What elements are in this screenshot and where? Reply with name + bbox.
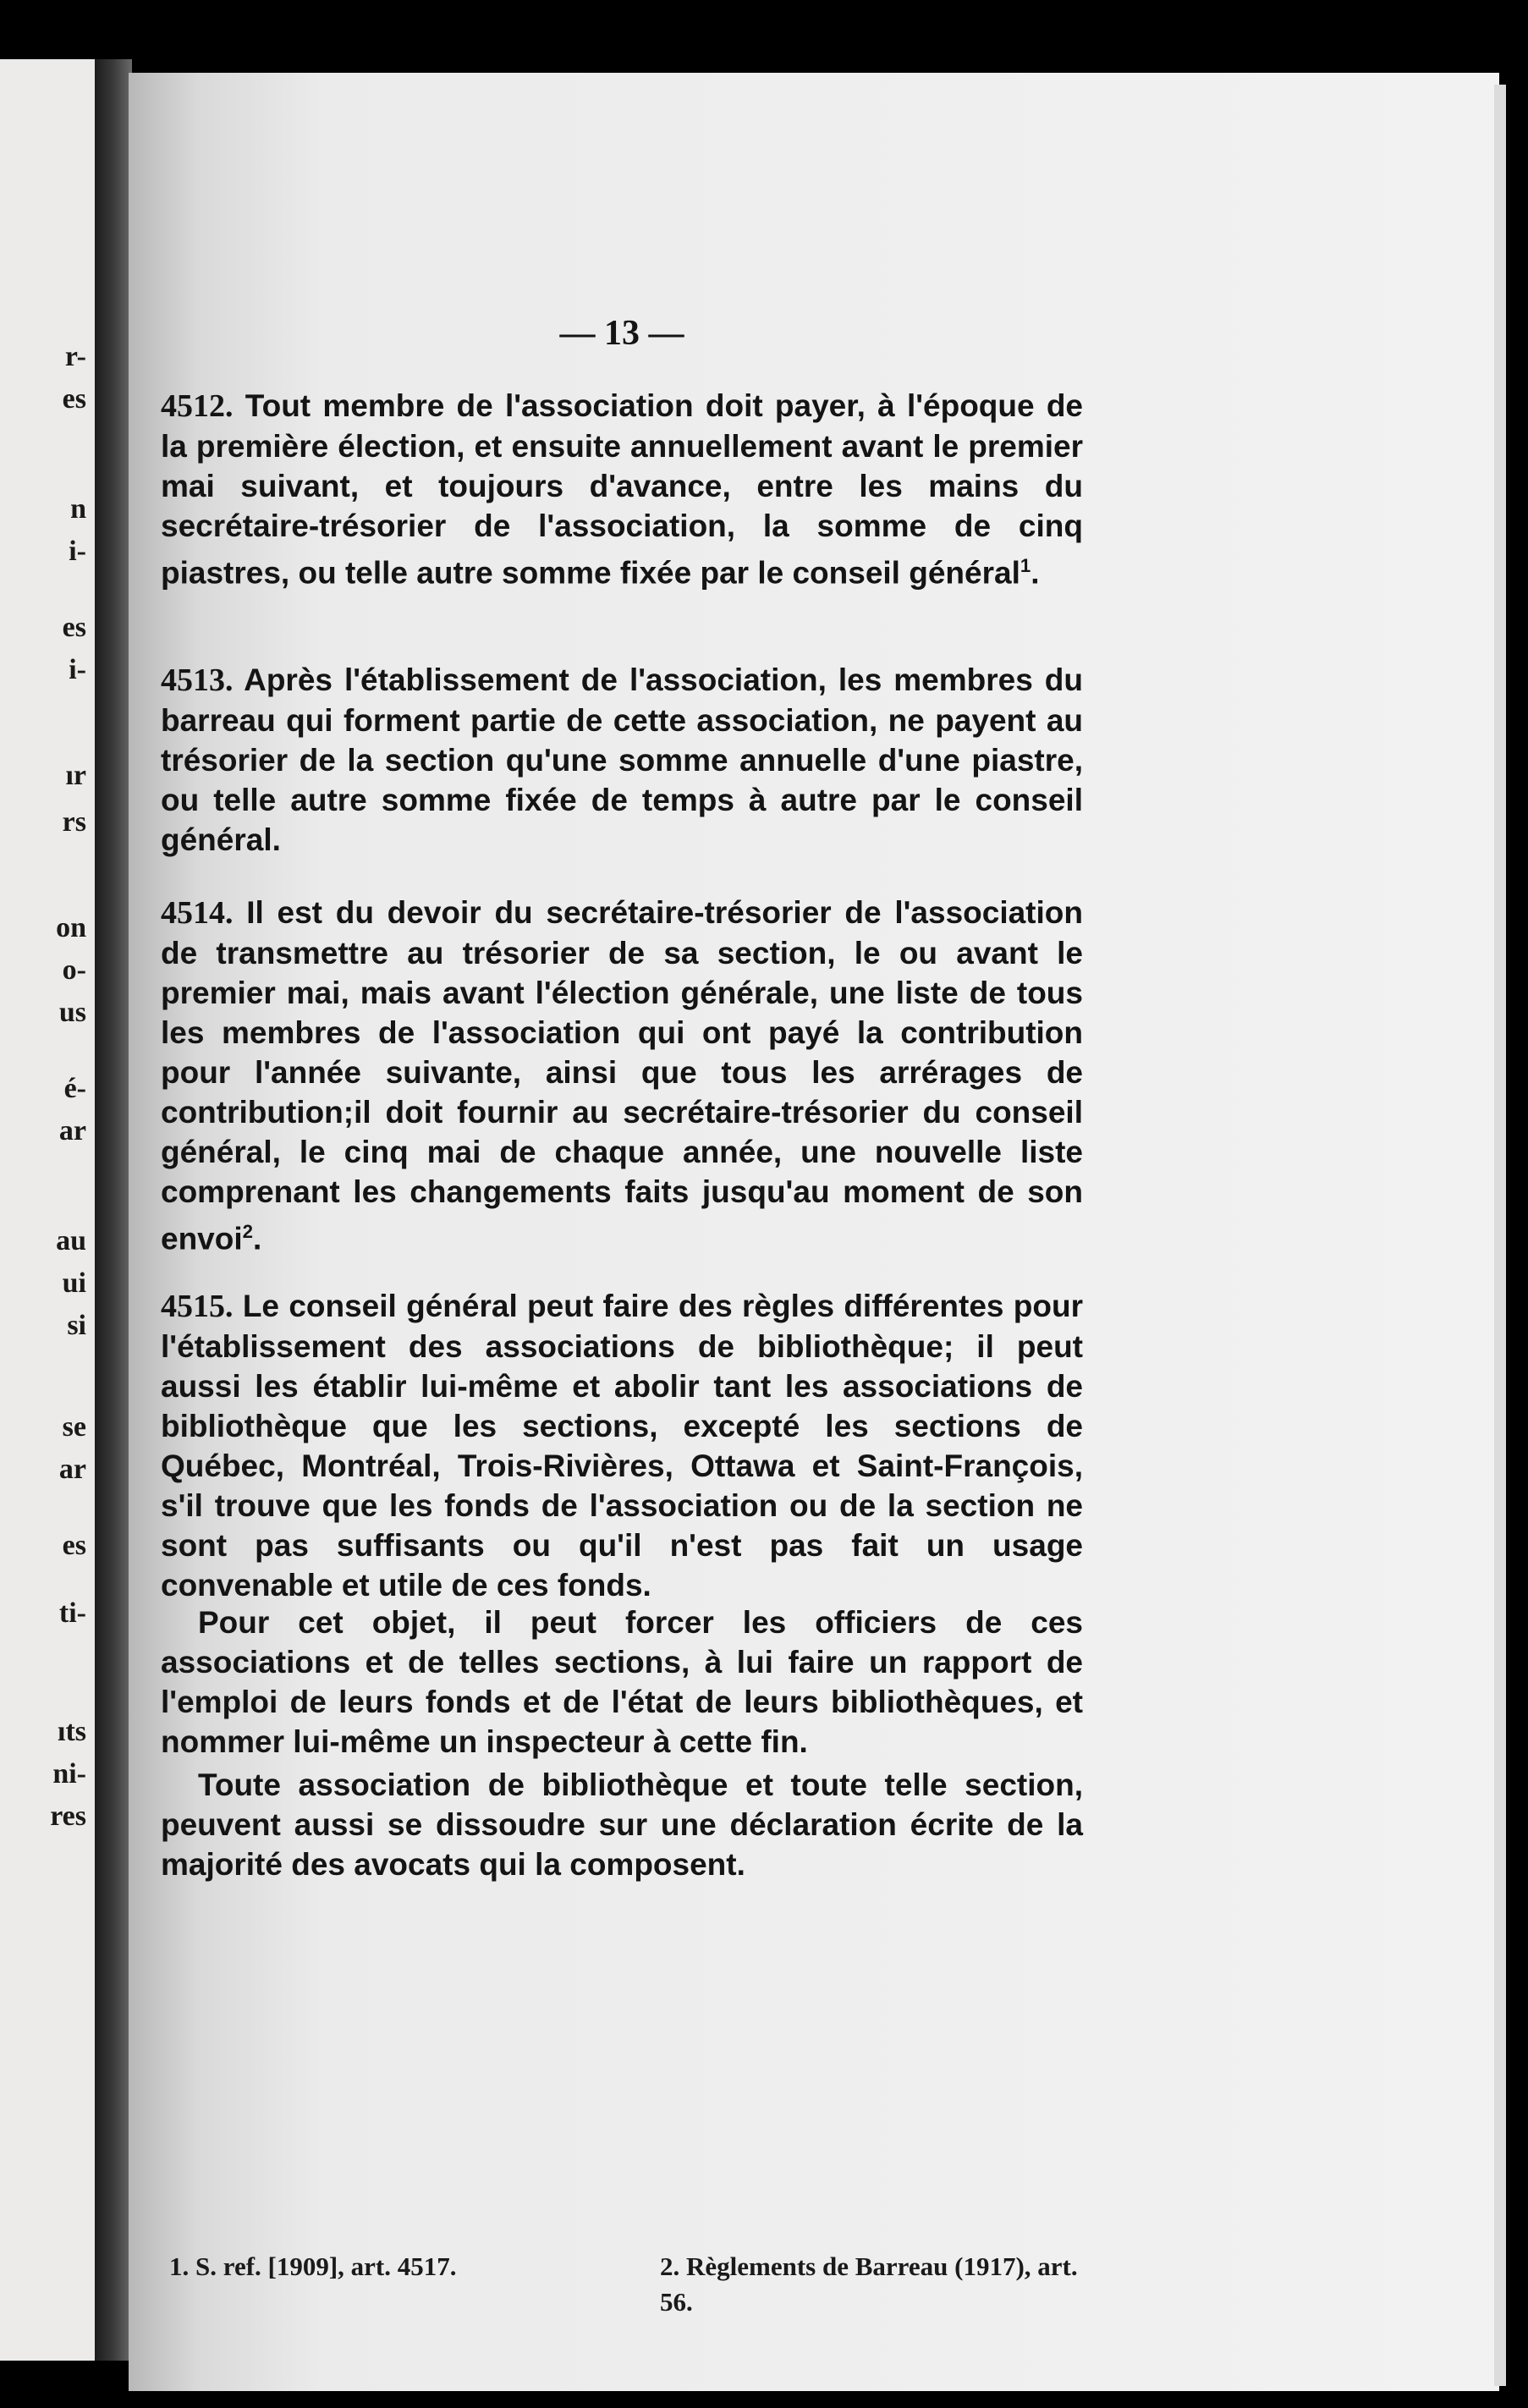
article-4514: 4514. Il est du devoir du secrétaire-trésorier de l'association de transmettre au trésorier de sa section, le ou avant le premier mai, mais avant l'élection générale, une liste de tous les membres de l'association qui ont payé la contribution pour l'année suivante, ainsi que tous les arrérages de contribution;il doit fournir au secrétaire-trésorier du conseil général, le cinq mai de chaque année, une nouvelle liste comprenant les changements faits jusqu'au moment de son envoi$^2$. bbox=[161, 895, 1083, 1256]
facing-page-word-fragment: on bbox=[56, 912, 86, 943]
article-text: Après l'établissement de l'association, les membres du barreau qui forment partie de cette association, ne payent au trésorier de la section qu'une somme annuelle d'une piastre, ou telle autre somme fixée de temps à autre par le conseil général. bbox=[161, 662, 1083, 857]
facing-page-word-fragment: ni- bbox=[52, 1758, 86, 1790]
article-4513 bbox=[161, 660, 1083, 860]
facing-page-word-fragment: se bbox=[62, 1411, 86, 1443]
facing-page-word-fragment: i- bbox=[69, 536, 86, 567]
article-number: 4512. bbox=[161, 388, 234, 424]
article-number: 4514. bbox=[161, 895, 234, 931]
facing-page-word-fragment: us bbox=[58, 997, 86, 1028]
article-4512: 4512. Tout membre de l'association doit payer, à l'époque de la première élection, et ensuite annuellement avant le premier mai suivant, et toujours d'avance, entre les mains du secrétaire-trésorier de l'association, la somme de cinq piastres, ou telle autre somme fixée par le conseil général$^1$. bbox=[161, 388, 1083, 591]
facing-page-word-fragment: es bbox=[62, 383, 86, 415]
facing-page-word-fragment: ar bbox=[58, 1115, 86, 1146]
facing-page-word-fragment: ıts bbox=[58, 1716, 86, 1747]
footnote-ref: 1 bbox=[1020, 555, 1031, 576]
page-number: — 13 — bbox=[559, 314, 684, 353]
facing-page-word-fragment: i- bbox=[69, 654, 86, 685]
facing-page-word-fragment: n bbox=[70, 493, 86, 525]
facing-page-word-fragment: ui bbox=[62, 1267, 86, 1299]
article-number: 4513. bbox=[161, 662, 234, 698]
facing-page-word-fragment: res bbox=[50, 1801, 86, 1832]
article-text: Tout membre de l'association doit payer, à l'époque de la première élection, et ensuite annuellement avant le premier mai suivant, et toujours d'avance, entre les mains du secrétaire-trésorier de l'association, la somme de cinq piastres, ou telle autre somme fixée par le conseil général bbox=[161, 388, 1083, 591]
facing-page-text-strip bbox=[0, 59, 100, 2361]
footnote-1: 1. S. ref. [1909], art. 4517. bbox=[169, 2251, 457, 2281]
article-text: Il est du devoir du secrétaire-trésorier de l'association de transmettre au trésorier de sa section, le ou avant le premier mai, mais avant l'élection générale, une liste de tous les membres de l'association qui ont payé la contribution pour l'année suivante, ainsi que tous les arrérages de contribution;il doit fournir au secrétaire-trésorier du conseil général, le cinq mai de chaque année, une nouvelle liste comprenant les changements faits jusqu'au moment de son envoi bbox=[161, 895, 1083, 1256]
article-4515 bbox=[161, 1286, 1083, 1605]
footnote-2: 2. Règlements de Barreau (1917), art. 56. bbox=[660, 2251, 1078, 2317]
footnote-ref: 2 bbox=[242, 1221, 253, 1242]
page-edge bbox=[1494, 85, 1506, 2386]
facing-page-word-fragment: ır bbox=[65, 760, 86, 791]
facing-page-word-fragment: es bbox=[62, 612, 86, 643]
book-gutter bbox=[95, 59, 132, 2361]
continuation-paragraph: Pour cet objet, il peut forcer les officiers de ces associations et de telles sections, à lui faire un rapport de l'emploi de leurs fonds et de l'état de leurs bibliothèques, et nommer lui-même un inspecteur à cette fin. bbox=[161, 1605, 1083, 1759]
facing-page-word-fragment: ar bbox=[58, 1454, 86, 1485]
facing-page-word-fragment: é- bbox=[63, 1073, 86, 1104]
facing-page-word-fragment: au bbox=[56, 1225, 86, 1256]
facing-page-word-fragment: ti- bbox=[58, 1597, 86, 1629]
article-text: Le conseil général peut faire des règles différentes pour l'établissement des associations de bibliothèque; il peut aussi les établir lui-même et abolir tant les associations de bibliothèque que les sections, excepté les sections de Québec, Montréal, Trois-Rivières, Ottawa et Saint-François, s'il trouve que les fonds de l'association ou de la section ne sont pas suffisants ou qu'il n'est pas fait un usage convenable et utile de ces fonds. bbox=[161, 1289, 1084, 1603]
facing-page-word-fragment: es bbox=[62, 1530, 86, 1561]
facing-page-word-fragment: rs bbox=[62, 806, 86, 838]
facing-page-word-fragment: si bbox=[67, 1310, 86, 1341]
continuation-paragraph: Toute association de bibliothèque et toute telle section, peuvent aussi se dissoudre sur une déclaration écrite de la majorité des avocats qui la composent. bbox=[161, 1768, 1083, 1882]
facing-page-word-fragment: r- bbox=[64, 341, 86, 372]
facing-page-word-fragment: o- bbox=[62, 954, 86, 986]
article-number: 4515. bbox=[161, 1289, 234, 1324]
facing-page-fragment bbox=[0, 59, 100, 2361]
